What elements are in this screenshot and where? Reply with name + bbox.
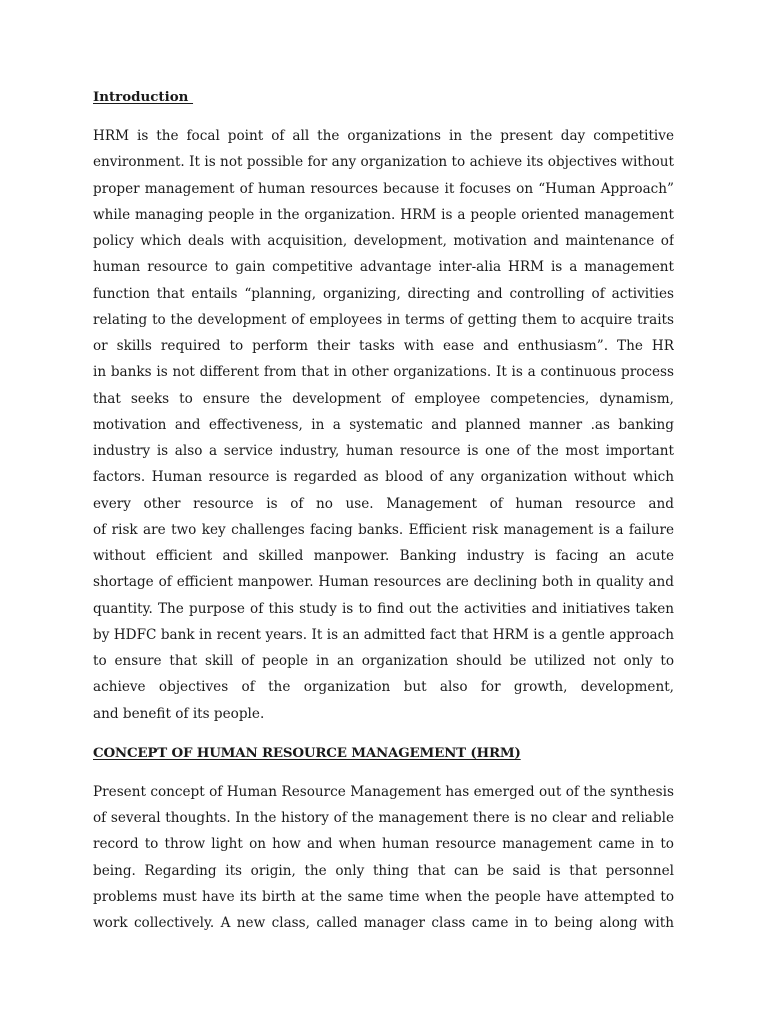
section-heading-introduction: Introduction — [93, 89, 194, 105]
paragraph-line: every other resource is of no use. Management of human resource and — [93, 495, 674, 512]
paragraph-line: relating to the development of employees in terms of getting them to acquire traits — [93, 311, 674, 328]
introduction-paragraph — [93, 123, 674, 727]
paragraph-line: to ensure that skill of people in an organization should be utilized not only to — [93, 653, 674, 669]
paragraph-line: policy which deals with acquisition, development, motivation and maintenance of — [93, 233, 674, 249]
paragraph-line: of risk are two key challenges facing banks. Efficient risk management is a failure — [93, 521, 674, 538]
paragraph-line: factors. Human resource is regarded as blood of any organization without which — [93, 469, 674, 486]
paragraph-line: or skills required to perform their tasks with ease and enthusiasm”. The HR — [93, 338, 674, 354]
paragraph-line: in banks is not different from that in other organizations. It is a continuous process — [93, 364, 674, 381]
paragraph-line: and benefit of its people. — [93, 705, 265, 722]
paragraph-line: industry is also a service industry, human resource is one of the most important — [93, 443, 674, 459]
paragraph-line: record to throw light on how and when human resource management came in to — [93, 836, 674, 853]
paragraph-line: proper management of human resources because it focuses on “Human Approach” — [93, 180, 674, 197]
paragraph-line: achieve objectives of the organization but also for growth, development, — [93, 679, 674, 696]
paragraph-line: that seeks to ensure the development of employee competencies, dynamism, — [93, 390, 674, 407]
paragraph-line: human resource to gain competitive advantage inter-alia HRM is a management — [93, 259, 674, 276]
paragraph-line: of several thoughts. In the history of the management there is no clear and reliable — [93, 810, 674, 826]
paragraph-line: HRM is the focal point of all the organizations in the present day competitive — [93, 128, 674, 144]
paragraph-line: by HDFC bank in recent years. It is an admitted fact that HRM is a gentle approach — [93, 626, 674, 643]
document-body — [93, 86, 674, 936]
concept-paragraph — [93, 779, 674, 937]
paragraph-line: environment. It is not possible for any organization to achieve its objectives without — [93, 154, 674, 171]
paragraph-line: Present concept of Human Resource Management has emerged out of the synthesis — [93, 783, 674, 800]
paragraph-line: function that entails “planning, organizing, directing and controlling of activities — [93, 285, 674, 302]
paragraph-line: shortage of efficient manpower. Human resources are declining both in quality and — [93, 574, 674, 591]
paragraph-line: motivation and effectiveness, in a systematic and planned manner .as banking — [93, 416, 674, 433]
section-heading-concept-of-hrm: CONCEPT OF HUMAN RESOURCE MANAGEMENT (HRM) — [93, 744, 521, 761]
paragraph-line: quantity. The purpose of this study is to find out the activities and initiatives taken — [93, 600, 674, 617]
paragraph-line: without efficient and skilled manpower. Banking industry is facing an acute — [93, 548, 674, 564]
paragraph-line: problems must have its birth at the same time when the people have attempted to — [93, 888, 674, 905]
paragraph-line: being. Regarding its origin, the only thing that can be said is that personnel — [93, 862, 674, 879]
paragraph-line: work collectively. A new class, called manager class came in to being along with — [93, 915, 674, 931]
paragraph-line: while managing people in the organization. HRM is a people oriented management — [93, 206, 674, 223]
